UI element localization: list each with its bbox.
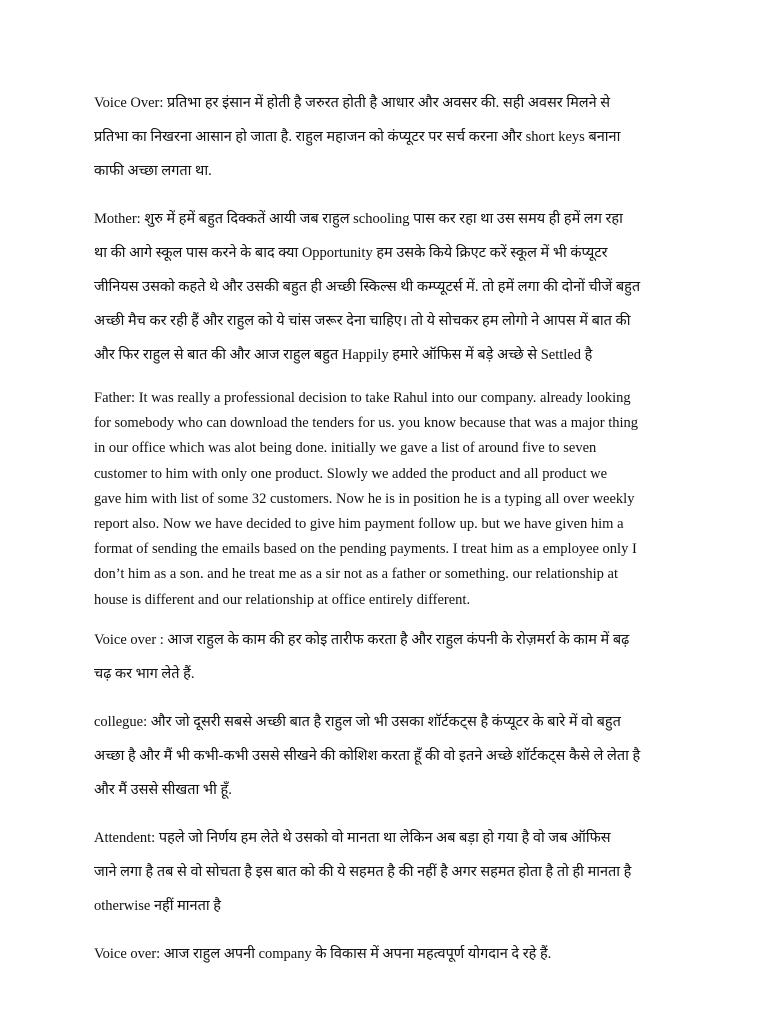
text-line: Voice Over: प्रतिभा हर इंसान में होती है जरुरत होती है आधार और अवसर की. सही अवसर मिलने से xyxy=(94,95,611,111)
text-line: don’t him as a son. and he treat me as a sir not as a father or something. our relationship at xyxy=(94,566,619,583)
text-line: जीनियस उसको कहते थे और उसकी बहुत ही अच्छी स्किल्स थी कम्प्यूटर्स में. तो हमें लगा की दोनों चीजें बहुत xyxy=(94,279,641,295)
text-line: चढ़ कर भाग लेते हैं. xyxy=(94,665,195,682)
paragraph-collegue xyxy=(94,705,684,807)
document-page xyxy=(94,86,684,985)
text-line: collegue: और जो दूसरी सबसे अच्छी बात है राहुल जो भी उसका शॉर्टकट्स है कंप्यूटर के बारे में वो बहुत xyxy=(94,713,621,730)
paragraph-attendent xyxy=(94,821,684,923)
text-line: for somebody who can download the tenders for us. you know because that was a major thing xyxy=(94,415,639,432)
text-line: Attendent: पहले जो निर्णय हम लेते थे उसको वो मानता था लेकिन अब बड़ा हो गया है वो जब ऑफिस xyxy=(94,829,611,846)
text-line: प्रतिभा का निखरना आसान हो जाता है. राहुल महाजन को कंप्यूटर पर सर्च करना और short keys बनाना xyxy=(94,129,621,145)
text-line: काफी अच्छा लगता था. xyxy=(94,163,212,179)
text-line: जाने लगा है तब से वो सोचता है इस बात को की ये सहमत है की नहीं है अगर सहमत होता है तो ही मानता है xyxy=(94,863,632,880)
text-line: और फिर राहुल से बात की और आज राहुल बहुत Happily हमारे ऑफिस में बड़े अच्छे से Settled है xyxy=(94,347,593,363)
paragraph-mother xyxy=(94,202,684,372)
text-line: Father: It was really a professional decision to take Rahul into our company. already looking xyxy=(94,390,631,406)
text-line: in our office which was alot being done. initially we gave a list of around five to seven xyxy=(94,440,597,457)
text-line: Mother: शुरु में हमें बहुत दिक्कतें आयी जब राहुल schooling पास कर रहा था उस समय ही हमें लग रहा xyxy=(94,211,623,227)
text-line: और मैं उससे सीखता भी हूँ. xyxy=(94,781,232,798)
paragraph-voice-over-praise xyxy=(94,623,684,691)
text-line: house is different and our relationship at office entirely different. xyxy=(94,591,471,608)
paragraph-voice-over-closing xyxy=(94,937,684,971)
text-line: customer to him with only one product. Slowly we added the product and all product we xyxy=(94,465,608,482)
text-line: report also. Now we have decided to give him payment follow up. but we have given him a xyxy=(94,516,624,533)
text-line: था की आगे स्कूल पास करने के बाद क्या Opportunity हम उसके किये क्रिएट करें स्कूल में भी कंप्यूटर xyxy=(94,245,608,261)
paragraph-voice-over-intro xyxy=(94,86,684,188)
text-line: अच्छा है और मैं भी कभी-कभी उससे सीखने की कोशिश करता हूँ की वो इतने अच्छे शॉर्टकट्स कैसे ले लेता है xyxy=(94,747,641,764)
text-line: अच्छी मैच कर रही हैं और राहुल को ये चांस जरूर देना चाहिए। तो ये सोचकर हम लोगो ने आपस में बात की xyxy=(94,313,631,329)
text-line: gave him with list of some 32 customers. Now he is in position he is a typing all over weekly xyxy=(94,490,635,507)
paragraph-father xyxy=(94,386,684,613)
text-line: otherwise नहीं मानता है xyxy=(94,897,221,914)
text-line: format of sending the emails based on the pending payments. I treat him as a employee only I xyxy=(94,541,637,558)
text-line: Voice over : आज राहुल के काम की हर कोइ तारीफ करता है और राहुल कंपनी के रोज़मर्रा के काम में बढ़ xyxy=(94,631,630,648)
text-line: Voice over: आज राहुल अपनी company के विकास में अपना महत्वपूर्ण योगदान दे रहे हैं. xyxy=(94,945,552,962)
